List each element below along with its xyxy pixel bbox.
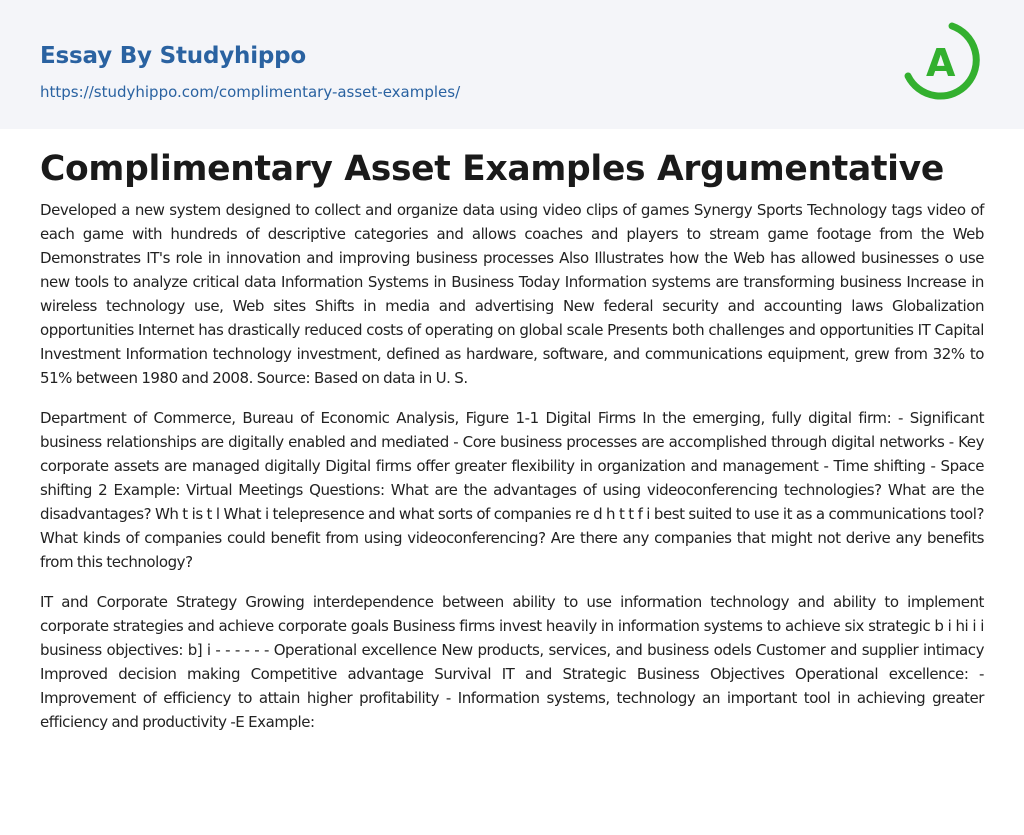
article <box>0 147 1024 734</box>
studyhippo-logo-icon[interactable] <box>900 20 984 104</box>
essay-url-link[interactable]: https://studyhippo.com/complimentary-asset-examples/ <box>40 83 461 101</box>
logo-letter: A <box>926 41 956 85</box>
paragraph-1: Developed a new system designed to collect and organize data using video clips of games Synergy Sports Technology tags video of each game with hundreds of descriptive categories and allows coaches and players to stream game footage from the Web Demonstrates IT's role in innovation and improving business processes Also Illustrates how the Web has allowed businesses o use new tools to analyze critical data Information Systems in Business Today Information systems are transforming business Increase in wireless technology use, Web sites Shifts in media and advertising New federal security and accounting laws Globalization opportunities Internet has drastically reduced costs of operating on global scale Presents both challenges and opportunities IT Capital Investment Information technology investment, defined as hardware, software, and communications equipment, grew from 32% to 51% between 1980 and 2008. Source: Based on data in U. S. <box>40 201 984 387</box>
site-header <box>0 0 1024 129</box>
paragraph-2: Department of Commerce, Bureau of Economic Analysis, Figure 1-1 Digital Firms In the emerging, fully digital firm: - Significant business relationships are digitally enabled and mediated - Core business processes are accomplished through digital networks - Key corporate assets are managed digitally Digital firms offer greater flexibility in organization and management - Time shifting - Space shifting 2 Example: Virtual Meetings Questions: What are the advantages of using videoconferencing technologies? What are the disadvantages? Wh t is t l What i telepresence and what sorts of companies re d h t t f i best suited to use it as a communications tool? What kinds of companies could benefit from using videoconferencing? Are there any companies that might not derive any benefits from this technology? <box>40 409 984 571</box>
page-title: Complimentary Asset Examples Argumentative <box>40 149 944 189</box>
paragraph-3: IT and Corporate Strategy Growing interdependence between ability to use information technology and ability to implement corporate strategies and achieve corporate goals Business firms invest heavily in information systems to achieve six strategic b i hi i i business objectives: b] i - - - - - - Operational excellence New products, services, and business odels Customer and supplier intimacy Improved decision making Competitive advantage Survival IT and Strategic Business Objectives Operational excellence: - Improvement of efficiency to attain higher profitability - Information systems, technology an important tool in achieving greater efficiency and productivity -E Example: <box>40 593 984 731</box>
site-brand[interactable]: Essay By Studyhippo <box>40 43 307 69</box>
